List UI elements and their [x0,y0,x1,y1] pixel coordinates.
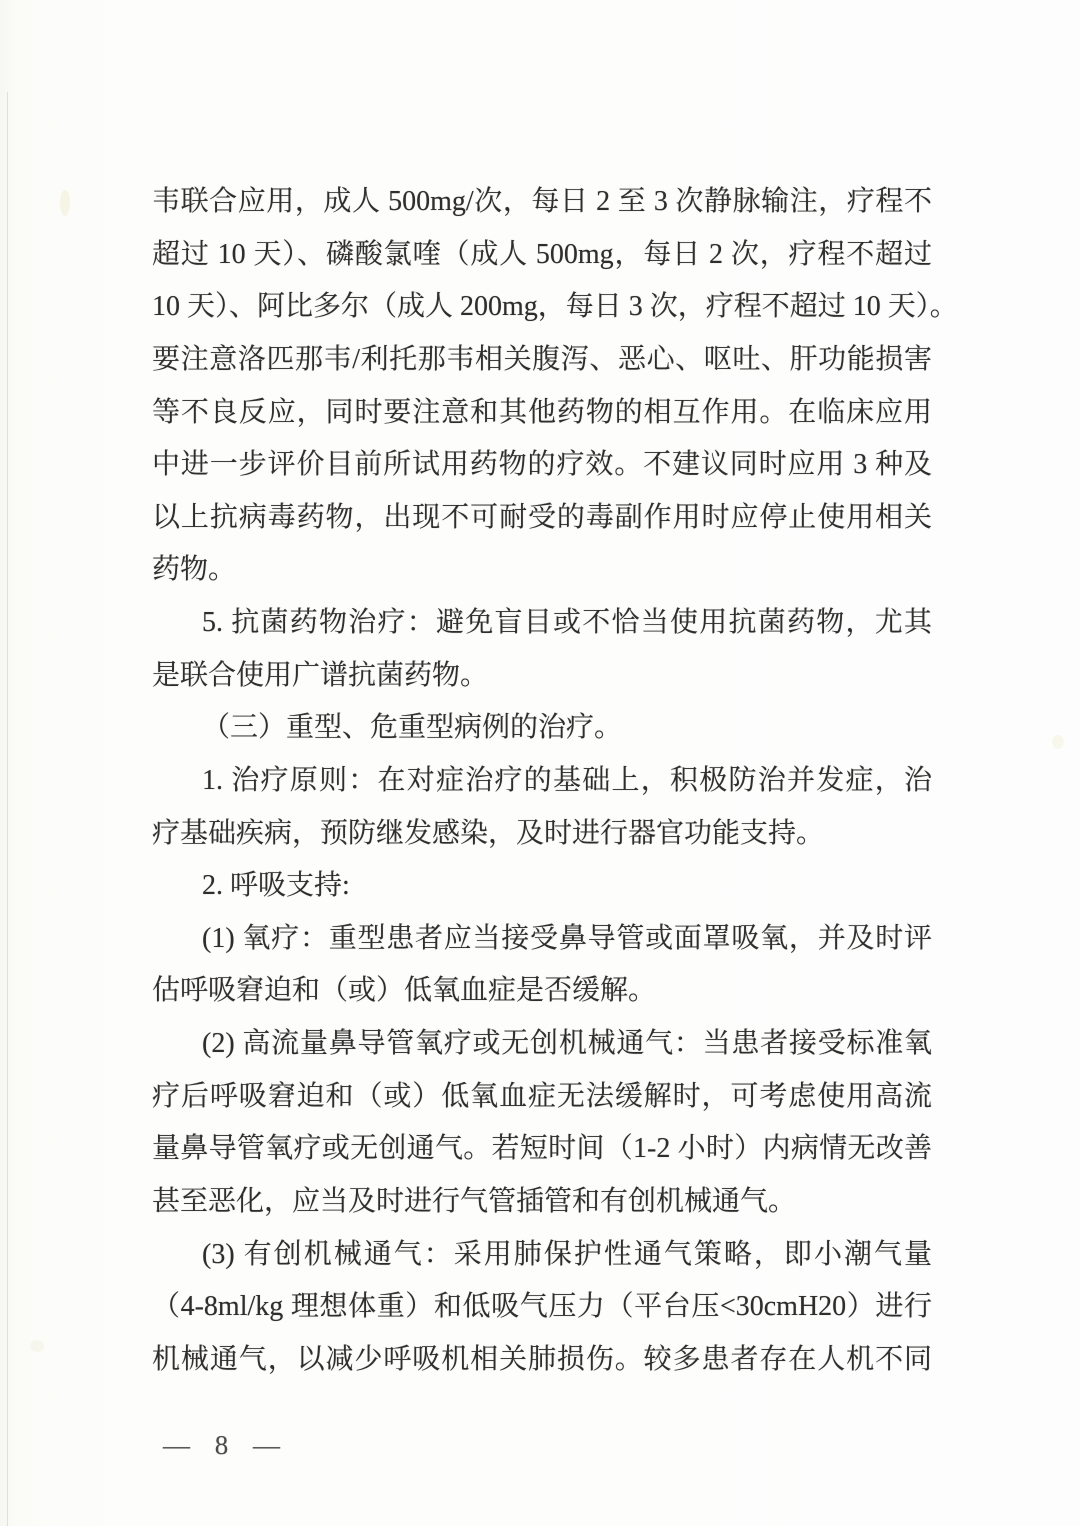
text-line: 10 天）、阿比多尔（成人 200mg，每日 3 次，疗程不超过 10 天）。 [152,291,958,323]
text-line: 1. 治疗原则：在对症治疗的基础上，积极防治并发症，治 [202,764,932,796]
text-line: （三）重型、危重型病例的治疗。 [202,712,623,744]
scan-speck [30,1340,44,1352]
scan-edge-line [7,92,8,1526]
text-line: 中进一步评价目前所试用药物的疗效。不建议同时应用 3 种及 [152,449,932,481]
text-line: (2) 高流量鼻导管氧疗或无创机械通气：当患者接受标准氧 [202,1028,932,1059]
page-number: — 8 — [163,1430,282,1460]
scan-speck [1052,735,1064,749]
text-line: 是联合使用广谱抗菌药物。 [152,659,489,691]
scan-speck [60,190,70,216]
text-line: 韦联合应用，成人 500mg/次，每日 2 至 3 次静脉输注，疗程不 [152,186,932,217]
text-line: 以上抗病毒药物，出现不可耐受的毒副作用时应停止使用相关 [152,501,932,533]
text-line: 甚至恶化，应当及时进行气管插管和有创机械通气。 [152,1185,797,1217]
text-line: 疗后呼吸窘迫和（或）低氧血症无法缓解时，可考虑使用高流 [152,1080,932,1112]
text-line: 药物。 [152,554,237,586]
text-line: 超过 10 天）、磷酸氯喹（成人 500mg，每日 2 次，疗程不超过 [152,238,932,270]
text-line: 估呼吸窘迫和（或）低氧血症是否缓解。 [152,975,657,1007]
text-line: 疗基础疾病，预防继发感染，及时进行器官功能支持。 [152,817,825,849]
text-line: （4-8ml/kg 理想体重）和低吸气压力（平台压<30cmH20）进行 [152,1291,932,1323]
text-line: 要注意洛匹那韦/利托那韦相关腹泻、恶心、呕吐、肝功能损害 [152,343,932,375]
text-line: 5. 抗菌药物治疗：避免盲目或不恰当使用抗菌药物，尤其 [202,607,932,638]
body-text [152,176,958,1386]
text-line: (3) 有创机械通气：采用肺保护性通气策略，即小潮气量 [202,1238,932,1270]
text-line: 机械通气，以减少呼吸机相关肺损伤。较多患者存在人机不同 [152,1343,932,1375]
text-line: 量鼻导管氧疗或无创通气。若短时间（1-2 小时）内病情无改善 [152,1133,932,1165]
text-line: (1) 氧疗：重型患者应当接受鼻导管或面罩吸氧，并及时评 [202,922,932,954]
text-line: 2. 呼吸支持: [202,870,350,902]
text-line: 等不良反应，同时要注意和其他药物的相互作用。在临床应用 [152,396,932,428]
